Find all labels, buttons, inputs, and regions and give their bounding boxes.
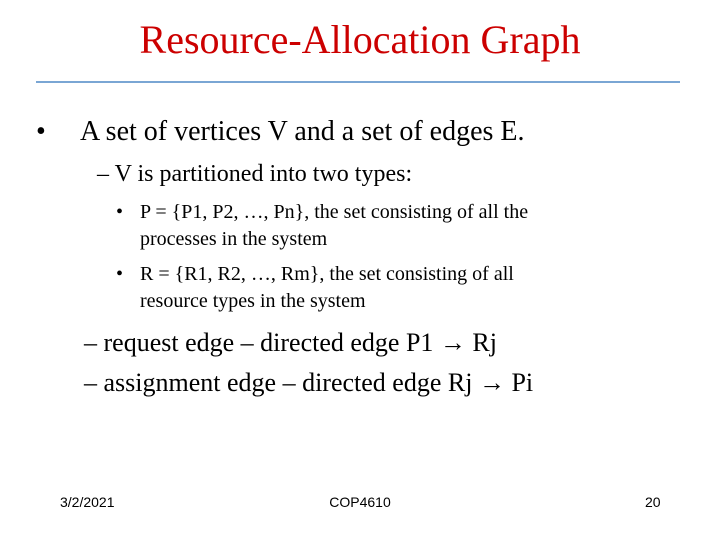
bullet-vertices-edges — [36, 114, 525, 150]
footer-course: COP4610 — [329, 494, 391, 510]
bullet-icon: • — [116, 201, 124, 223]
footer-page-number: 20 — [645, 494, 661, 510]
item-text-line1: P = {P1, P2, …, Pn}, the set consisting of all the — [140, 201, 529, 223]
footer-date: 3/2/2021 — [60, 494, 115, 510]
item-process-set-continued: processes in the system — [140, 228, 328, 250]
item-resource-set-continued: resource types in the system — [140, 290, 366, 312]
item-process-set — [116, 200, 528, 225]
slide-title: Resource-Allocation Graph — [139, 17, 581, 62]
bullet-text: A set of vertices V and a set of edges E. — [80, 116, 525, 147]
item-resource-set — [116, 262, 514, 287]
item-text-line1: R = {R1, R2, …, Rm}, the set consisting of all — [140, 263, 514, 285]
bullet-icon: • — [36, 116, 46, 147]
bullet-icon: • — [116, 263, 124, 285]
sub-bullet-partition: – V is partitioned into two types: — [97, 161, 413, 187]
sub-bullet-assignment-edge: – assignment edge – directed edge Rj → Pi — [84, 368, 534, 397]
sub-bullet-request-edge: – request edge – directed edge P1 → Rj — [84, 328, 497, 357]
title-divider — [36, 81, 680, 83]
